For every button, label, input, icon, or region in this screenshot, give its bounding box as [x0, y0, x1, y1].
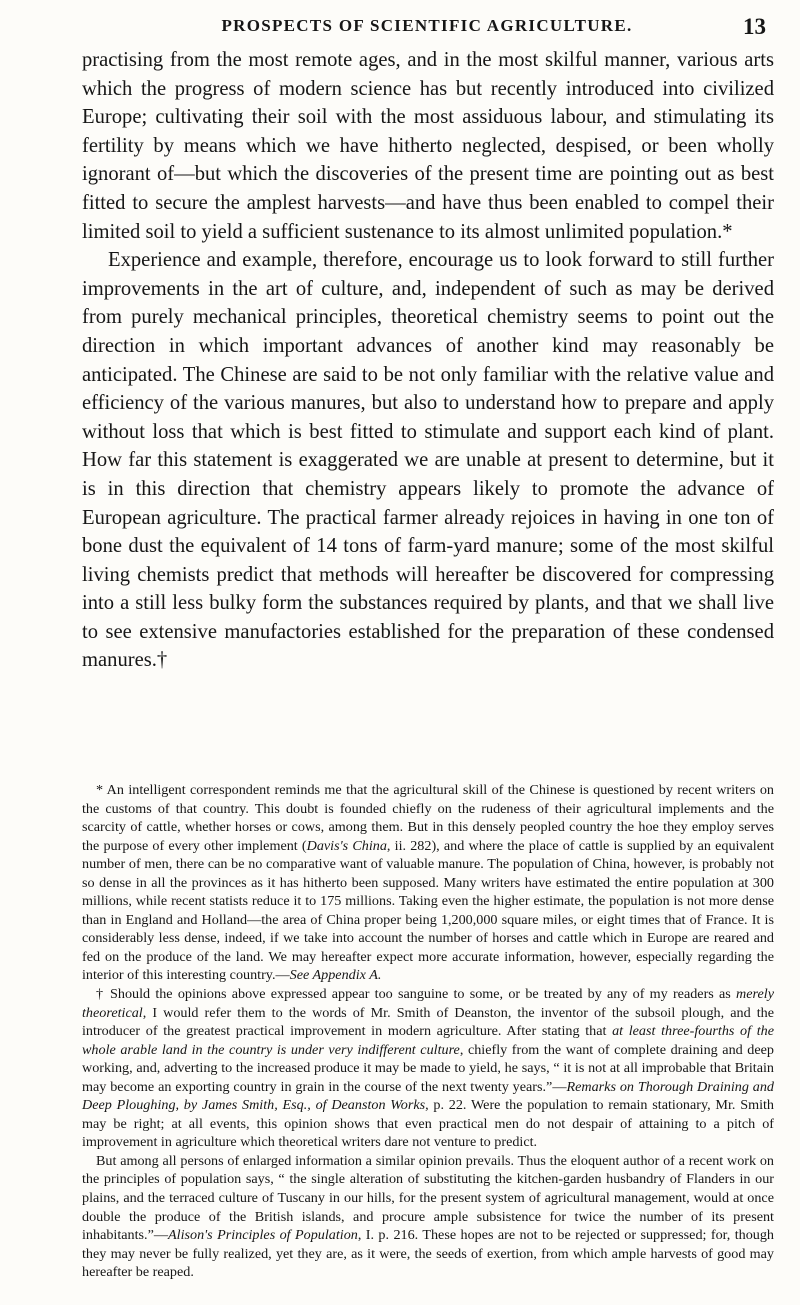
footnote-2-text-d: , p. 22. Were the population to remain stationary, Mr. Smith may be right; at all events, this opinion shows that even practical men do not despair of attaining to a pitch of improvement in agriculture which theoretical writers dare not venture to predict.	[82, 1097, 774, 1151]
footnote-1-citation: Davis's China	[306, 837, 387, 854]
main-text	[82, 46, 774, 675]
page-number: 13	[743, 14, 766, 39]
footnote-1-text-a: * An intelligent correspondent reminds me that the agricultural skill of the Chinese is questioned by recent writers on the customs of that country. This doubt is founded chiefly on the rudeness of their agricultural implements and the scarcity of cattle, whether horses or cows, among them. But in this densely peopled country the hoe they employ serves the purpose of every other implement (	[82, 782, 774, 854]
footnote-3-text-a: But among all persons of enlarged information a similar opinion prevails. Thus the eloquent author of a recent work on the principles of population says, “ the single alteration of substituting the kitchen-garden husbandry of Flanders in our plains, and the terraced culture of Tuscany in our hills, for the present system of agricultural management, would at once double the produce of the British islands, and procure ample subsistence for twice the number of its present inhabitants.”—	[82, 1152, 774, 1244]
body-paragraph-2: Experience and example, therefore, encourage us to look forward to still further improvements in the art of culture, and, independent of such as may be derived from purely mechanical principles, theoretical chemistry seems to point out the direction in which important advances of another kind may reasonably be anticipated. The Chinese are said to be not only familiar with the relative value and efficiency of the various manures, but also to understand how to prepare and apply without loss that which is best fitted to stimulate and support each kind of plant. How far this statement is exaggerated we are unable at present to determine, but it is in this direction that chemistry appears likely to promote the advance of European agriculture. The practical farmer already rejoices in having in one ton of bone dust the equivalent of 14 tons of farm-yard manure; some of the most skilful living chemists predict that methods will hereafter be discovered for compressing into a still less bulky form the substances required by plants, and that we shall live to see extensive manufactories established for the preparation of these condensed manures.†	[82, 249, 774, 672]
footnote-3	[82, 1152, 774, 1282]
footnote-2	[82, 985, 774, 1152]
body-paragraph-1: practising from the most remote ages, and in the most skilful manner, various arts which the progress of modern science has but recently introduced into civilized Europe; cultivating their soil with the most assiduous labour, and stimulating its fertility by means which we have hitherto neglected, despised, or been wholly ignorant of—but which the discoveries of the present time are pointing out as best fitted to secure the amplest harvests—and have thus been enabled to compel their limited soil to yield a sufficient sustenance to its almost unlimited population.*	[82, 49, 774, 243]
running-head: PROSPECTS OF SCIENTIFIC AGRICULTURE.	[221, 16, 633, 35]
footnote-2-citation: Remarks on Thorough Draining and Deep Ploughing, by James Smith, Esq., of Deanston Works	[82, 1078, 774, 1114]
footnote-3-text-b: , I. p. 216. These hopes are not to be rejected or suppressed; for, though they may never be fully realized, yet they are, as it were, the seeds of exertion, from which ample harvests of good may hereafter be reaped.	[82, 1227, 774, 1281]
footnote-3-citation: Alison's Principles of Population	[168, 1227, 358, 1244]
footnote-2-text-c: , chiefly from the want of complete draining and deep working, and, adverting to the increased produce it may be made to yield, he says, “ it is not at all improbable that Britain may become an exporting country in grain in the course of the next twenty years.”—	[82, 1041, 775, 1095]
footnotes	[82, 781, 774, 1282]
footnote-1-appendix-ref: See Appendix A.	[289, 967, 382, 984]
footnote-1-text-b: , ii. 282), and where the place of cattle is supplied by an equivalent number of men, there can be no comparative want of valuable manure. The population of China, however, is probably not so dense in all the provinces as it has hitherto been supposed. Many writers have estimated the entire population at 300 millions, while recent statists reduce it to 175 millions. Taking even the higher estimate, the population is not more dense than in England and Holland—the area of China proper being 1,200,000 square miles, or eight times that of France. It is considerably less dense, indeed, if we take into account the number of horses and cattle which in Europe are reared and fed on the produce of the land. We may hereafter expect more accurate information, however, especially regarding the interior of this interesting country.—	[82, 837, 775, 984]
footnote-2-emphasis-2: at least three-fourths of the whole arable land in the country is under very indifferent culture	[82, 1023, 774, 1058]
page-header	[82, 14, 772, 46]
footnote-2-text-a: † Should the opinions above expressed appear too sanguine to some, or be treated by any of my readers as	[96, 986, 737, 1003]
footnote-1	[82, 781, 774, 985]
footnote-2-text-b: , I would refer them to the words of Mr. Smith of Deanston, the inventor of the subsoil plough, and the introducer of the greatest practical improvement in modern agriculture. After stating that	[82, 1004, 774, 1040]
footnote-2-emphasis-1: merely theoretical	[82, 986, 774, 1021]
